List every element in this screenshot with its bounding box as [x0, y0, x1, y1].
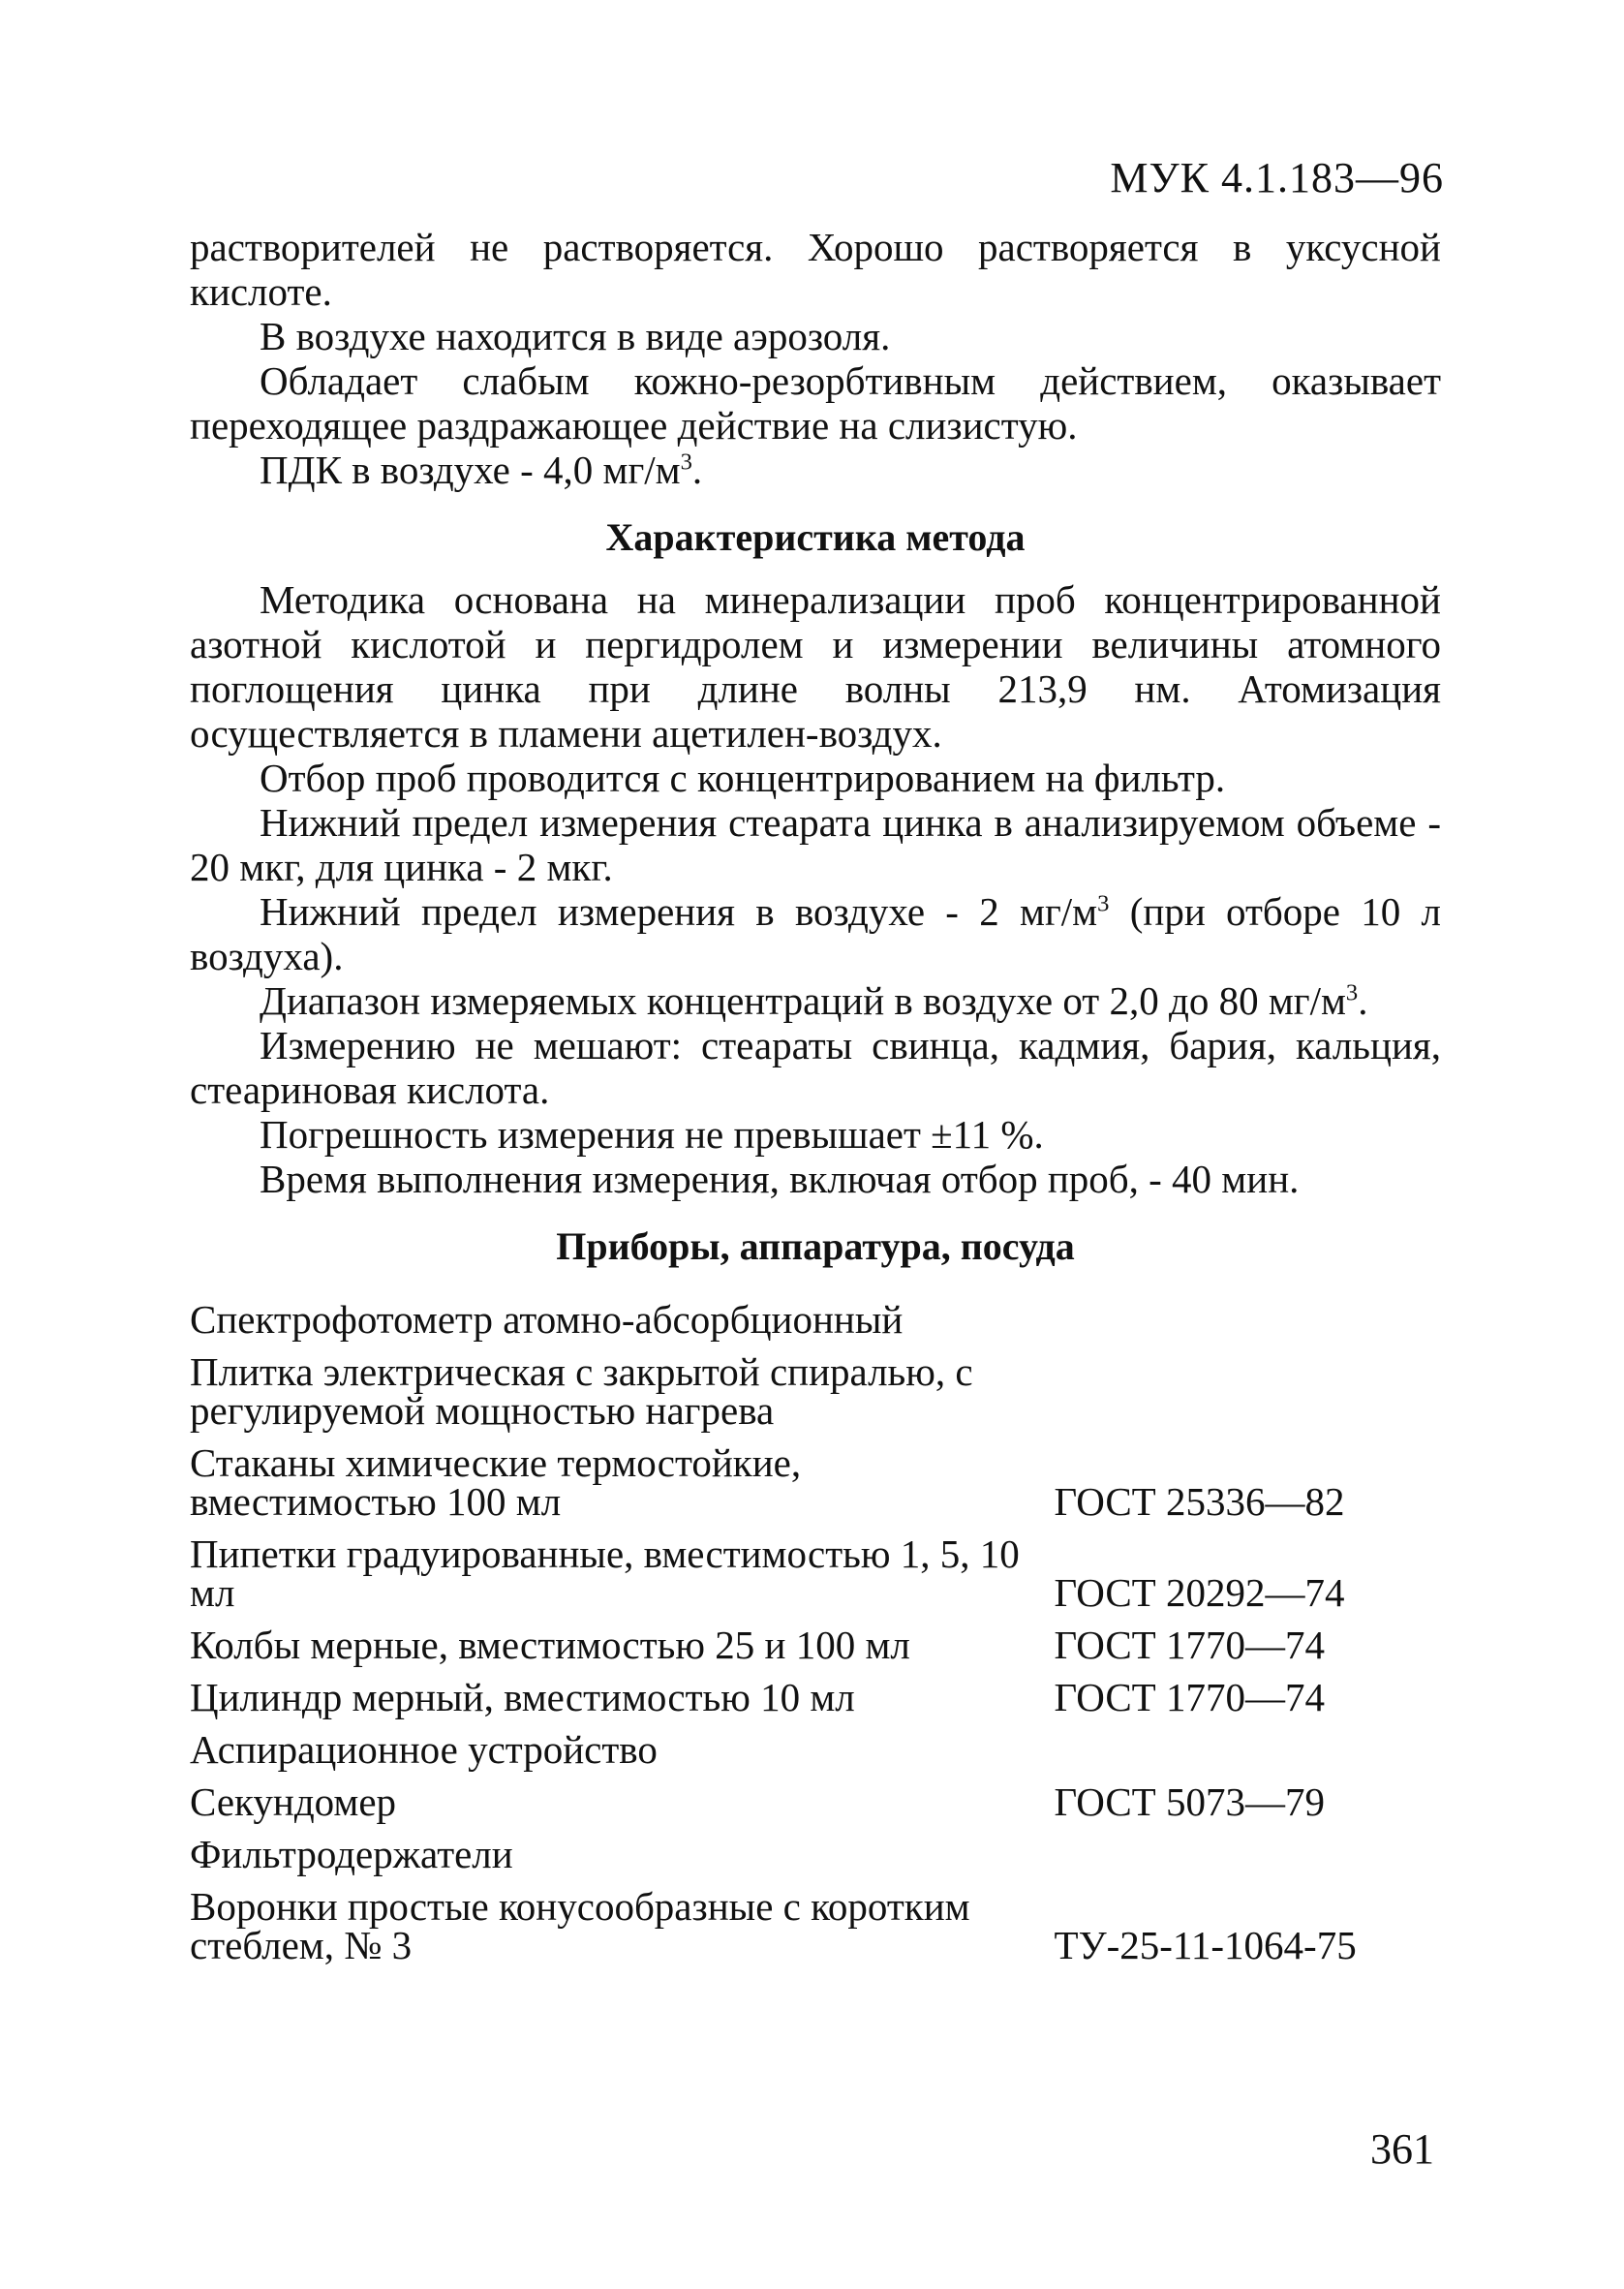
equipment-name: Секундомер [190, 1779, 397, 1824]
paragraph: Погрешность измерения не превышает ±11 %. [260, 1112, 1044, 1157]
paragraph [190, 889, 1441, 978]
table-row [190, 1821, 1441, 1873]
equipment-name: Стаканы химические термостойкие, вместимостью 100 мл [190, 1440, 802, 1524]
punctuation: . [1358, 978, 1368, 1023]
equipment-standard [1041, 1717, 1441, 1769]
equipment-standard [1041, 1339, 1441, 1430]
paragraph: В воздухе находится в виде аэрозоля. [260, 314, 891, 358]
table-row [190, 1339, 1441, 1430]
table-row [190, 1873, 1441, 1964]
equipment-standard: ГОСТ 1770—74 [1054, 1623, 1325, 1667]
equipment-name: Аспирационное устройство [190, 1727, 658, 1772]
running-head: МУК 4.1.183—96 [1110, 154, 1444, 201]
equipment-standard: ГОСТ 25336—82 [1054, 1479, 1345, 1524]
pdk-text: ПДК в воздухе - 4,0 мг/м [260, 448, 681, 492]
superscript: 3 [1345, 979, 1359, 1006]
superscript: 3 [1097, 890, 1110, 917]
page-number: 361 [1370, 2125, 1434, 2173]
table-row [190, 1717, 1441, 1769]
punctuation: . [691, 448, 703, 492]
equipment-name: Цилиндр мерный, вместимостью 10 мл [190, 1675, 855, 1719]
table-row [190, 1430, 1441, 1521]
equipment-name: Колбы мерные, вместимостью 25 и 100 мл [190, 1623, 910, 1667]
equipment-name: Воронки простые конусообразные с коротким стеблем, № 3 [190, 1884, 970, 1967]
equipment-name: Фильтродержатели [190, 1832, 513, 1876]
paragraph: Обладает слабым кожно-резорбтивным действием, оказывает переходящее раздражающее действие на слизистую. [190, 358, 1441, 448]
superscript: 3 [680, 449, 692, 476]
equipment-standard: ГОСТ 20292—74 [1054, 1570, 1345, 1615]
table-row [190, 1769, 1441, 1821]
equipment-name: Плитка электрическая с закрытой спиралью, с регулируемой мощностью нагрева [190, 1349, 973, 1433]
equipment-name: Спектрофотометр атомно-абсорбционный [190, 1297, 904, 1342]
equipment-standard: ТУ-25-11-1064-75 [1054, 1923, 1357, 1967]
equipment-standard: ГОСТ 1770—74 [1054, 1675, 1325, 1719]
equipment-standard [1041, 1286, 1441, 1339]
paragraph [190, 448, 1441, 492]
paragraph: Методика основана на минерализации проб концентрированной азотной кислотой и пергидролем и измерении величины атомного поглощения цинка при длине волны 213,9 нм. Атомизация осуществляется в пламени ацетилен-воздух. [190, 577, 1441, 756]
body-text [190, 225, 1442, 1967]
section-heading-equipment: Приборы, аппаратура, посуда [556, 1224, 1075, 1268]
paragraph: Нижний предел измерения стеарата цинка в анализируемом объеме - 20 мкг, для цинка - 2 мкг. [190, 800, 1441, 889]
paragraph [190, 978, 1441, 1023]
paragraph: растворителей не растворяется. Хорошо растворяется в уксусной кислоте. [190, 225, 1441, 314]
table-row [190, 1521, 1441, 1612]
equipment-name: Пипетки градуированные, вместимостью 1, 5, 10 мл [190, 1531, 1020, 1615]
equipment-standard: ГОСТ 5073—79 [1054, 1779, 1325, 1824]
paragraph: Отбор проб проводится с концентрированием на фильтр. [260, 756, 1226, 800]
lower-limit-text: Нижний предел измерения в воздухе - 2 мг/м [260, 889, 1098, 934]
paragraph: Измерению не мешают: стеараты свинца, кадмия, бария, кальция, стеариновая кислота. [190, 1023, 1441, 1112]
lower-limit-text-tail: (при отборе 10 л воздуха). [190, 889, 1442, 978]
section-heading-method: Характеристика метода [605, 515, 1026, 559]
equipment-standard [1041, 1821, 1441, 1873]
table-row [190, 1664, 1441, 1717]
equipment-table [190, 1286, 1441, 1967]
table-row [190, 1286, 1441, 1339]
table-row [190, 1612, 1441, 1664]
paragraph: Время выполнения измерения, включая отбор проб, - 40 мин. [260, 1157, 1300, 1201]
range-text: Диапазон измеряемых концентраций в воздухе от 2,0 до 80 мг/м [260, 978, 1346, 1023]
